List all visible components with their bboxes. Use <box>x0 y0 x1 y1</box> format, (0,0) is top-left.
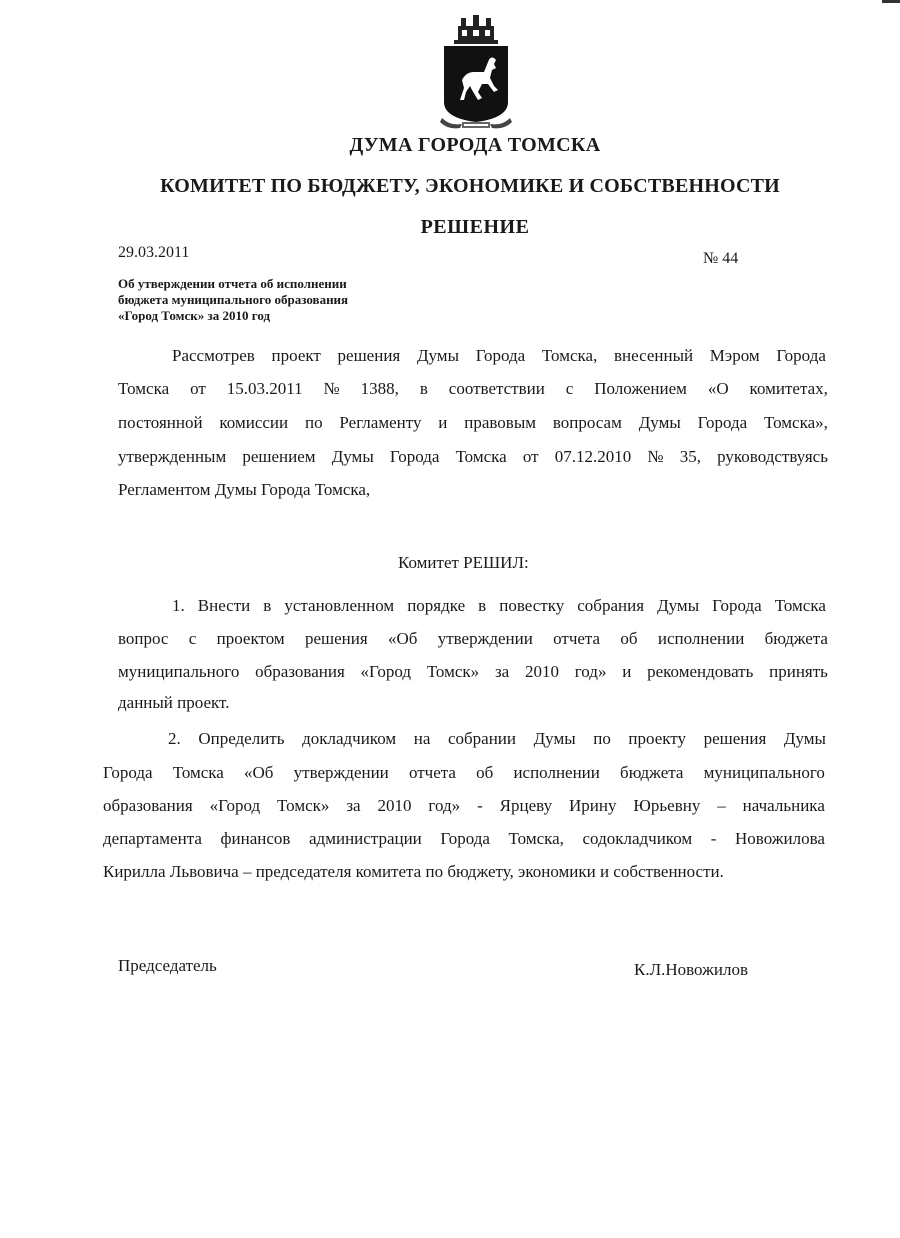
word: Томска, <box>508 829 564 848</box>
word: повестку <box>499 596 565 615</box>
document-number: № 44 <box>703 250 739 267</box>
preamble-line <box>172 346 826 366</box>
word: бюджета <box>620 763 684 782</box>
word: отчета <box>553 629 601 648</box>
word: руководствуясь <box>717 447 828 466</box>
word: Юрьевну <box>633 796 701 815</box>
word: муниципального <box>703 763 825 782</box>
preamble-line <box>118 447 828 467</box>
item2-line <box>103 829 825 849</box>
word: проекту <box>628 729 686 748</box>
word: Ирину <box>569 796 617 815</box>
subject-line: бюджета муниципального образования <box>118 292 349 307</box>
word: Томска, <box>541 346 598 365</box>
word: «Город <box>360 662 412 681</box>
word: решением <box>242 447 316 466</box>
word: установленном <box>284 596 395 615</box>
word: Думы <box>331 447 374 466</box>
word: 35, <box>679 447 701 466</box>
item1-line <box>118 629 828 649</box>
signature-role: Председатель <box>118 956 217 975</box>
word: с <box>188 629 197 648</box>
word: порядке <box>407 596 466 615</box>
word: утвержденным <box>118 447 227 466</box>
word: вопросам <box>552 413 622 432</box>
word: 1. <box>172 596 185 615</box>
word: принять <box>769 662 828 681</box>
word: постоянной <box>118 413 203 432</box>
word: Города <box>475 346 526 365</box>
document-date: 29.03.2011 <box>118 244 190 261</box>
word: Томск» <box>277 796 330 815</box>
word: за <box>494 662 510 681</box>
word: – <box>717 796 726 815</box>
word: № <box>323 379 340 398</box>
word: Города <box>776 346 826 365</box>
word: «Город <box>209 796 261 815</box>
word: Новожилова <box>735 829 825 848</box>
word: образования <box>255 662 345 681</box>
word: соответствии <box>448 379 545 398</box>
word: исполнении <box>657 629 745 648</box>
word: на <box>413 729 431 748</box>
word: собрания <box>577 596 645 615</box>
word: исполнении <box>513 763 600 782</box>
item1-line <box>172 596 826 616</box>
word: Томска <box>172 763 224 782</box>
preamble-line <box>118 379 828 399</box>
word: бюджета <box>764 629 828 648</box>
word: Города <box>389 447 440 466</box>
scan-mark <box>882 0 900 3</box>
word: администрации <box>309 829 422 848</box>
word: комиссии <box>219 413 289 432</box>
word: Определить <box>198 729 285 748</box>
word: департамента <box>103 829 202 848</box>
word: Положением <box>594 379 687 398</box>
word: за <box>346 796 361 815</box>
item2-line: Кирилла Львовича – председателя комитета по бюджету, экономики и собственности. <box>103 862 724 881</box>
signature-name: К.Л.Новожилов <box>634 960 748 979</box>
word: год» <box>574 662 607 681</box>
word: Томска <box>455 447 507 466</box>
word: проектом <box>216 629 285 648</box>
word: год» <box>428 796 461 815</box>
word: собрании <box>447 729 516 748</box>
word: Города <box>103 763 153 782</box>
item2-line <box>168 729 826 749</box>
word: Города <box>440 829 490 848</box>
item1-line <box>118 662 828 682</box>
word: муниципального <box>118 662 240 681</box>
word: по <box>593 729 611 748</box>
word: Рассмотрев <box>172 346 255 365</box>
subject-line: «Город Томск» за 2010 год <box>118 308 271 323</box>
word: правовым <box>464 413 537 432</box>
word: вопрос <box>118 629 169 648</box>
word: проект <box>271 346 321 365</box>
word: и <box>622 662 632 681</box>
word: начальника <box>742 796 825 815</box>
word: докладчиком <box>302 729 397 748</box>
word: об <box>620 629 638 648</box>
word: 15.03.2011 <box>226 379 303 398</box>
word: Томска <box>774 596 826 615</box>
word: Томска», <box>764 413 828 432</box>
word: 2010 <box>377 796 412 815</box>
subject-line: Об утверждении отчета об исполнении <box>118 276 347 291</box>
word: об <box>476 763 494 782</box>
word: Томск» <box>426 662 480 681</box>
item2-line <box>103 796 825 816</box>
document-subject <box>118 276 428 324</box>
word: финансов <box>220 829 291 848</box>
document-type: РЕШЕНИЕ <box>420 216 530 238</box>
word: «О <box>707 379 729 398</box>
word: утверждении <box>293 763 389 782</box>
word: «Об <box>387 629 418 648</box>
word: 07.12.2010 <box>554 447 632 466</box>
word: с <box>565 379 574 398</box>
item1-line: данный проект. <box>118 693 230 712</box>
word: решения <box>304 629 368 648</box>
word: 1388, <box>360 379 399 398</box>
word: Думы <box>783 729 826 748</box>
word: Думы <box>638 413 681 432</box>
item2-line <box>103 763 825 783</box>
word: рекомендовать <box>647 662 754 681</box>
word: от <box>522 447 539 466</box>
word: Внести <box>197 596 251 615</box>
word: решения <box>703 729 767 748</box>
word: и <box>438 413 448 432</box>
word: в <box>419 379 428 398</box>
word: Регламенту <box>339 413 422 432</box>
word: Думы <box>533 729 576 748</box>
word: от <box>190 379 206 398</box>
org-title: ДУМА ГОРОДА ТОМСКА <box>349 134 601 156</box>
word: 2010 <box>524 662 559 681</box>
word: - <box>710 829 717 848</box>
word: Мэром <box>709 346 760 365</box>
word: образования <box>103 796 193 815</box>
word: Томска <box>118 379 170 398</box>
word: 2. <box>168 729 181 748</box>
word: внесенный <box>614 346 694 365</box>
word: Города <box>697 413 748 432</box>
word: в <box>478 596 487 615</box>
word: - <box>477 796 483 815</box>
word: отчета <box>408 763 456 782</box>
word: утверждении <box>437 629 533 648</box>
preamble-line: Регламентом Думы Города Томска, <box>118 480 371 499</box>
word: содокладчиком <box>582 829 693 848</box>
word: Города <box>712 596 762 615</box>
word: Думы <box>416 346 459 365</box>
decision-heading: Комитет РЕШИЛ: <box>398 553 529 572</box>
word: № <box>647 447 664 466</box>
word: Ярцеву <box>499 796 553 815</box>
word: комитетах, <box>749 379 828 398</box>
word: решения <box>337 346 401 365</box>
word: Думы <box>657 596 700 615</box>
tomsk-coat-of-arms-icon <box>436 14 516 132</box>
preamble-line <box>118 413 828 433</box>
word: «Об <box>244 763 274 782</box>
committee-title: КОМИТЕТ ПО БЮДЖЕТУ, ЭКОНОМИКЕ И СОБСТВЕННОСТИ <box>160 175 780 197</box>
word: в <box>263 596 272 615</box>
word: по <box>304 413 323 432</box>
